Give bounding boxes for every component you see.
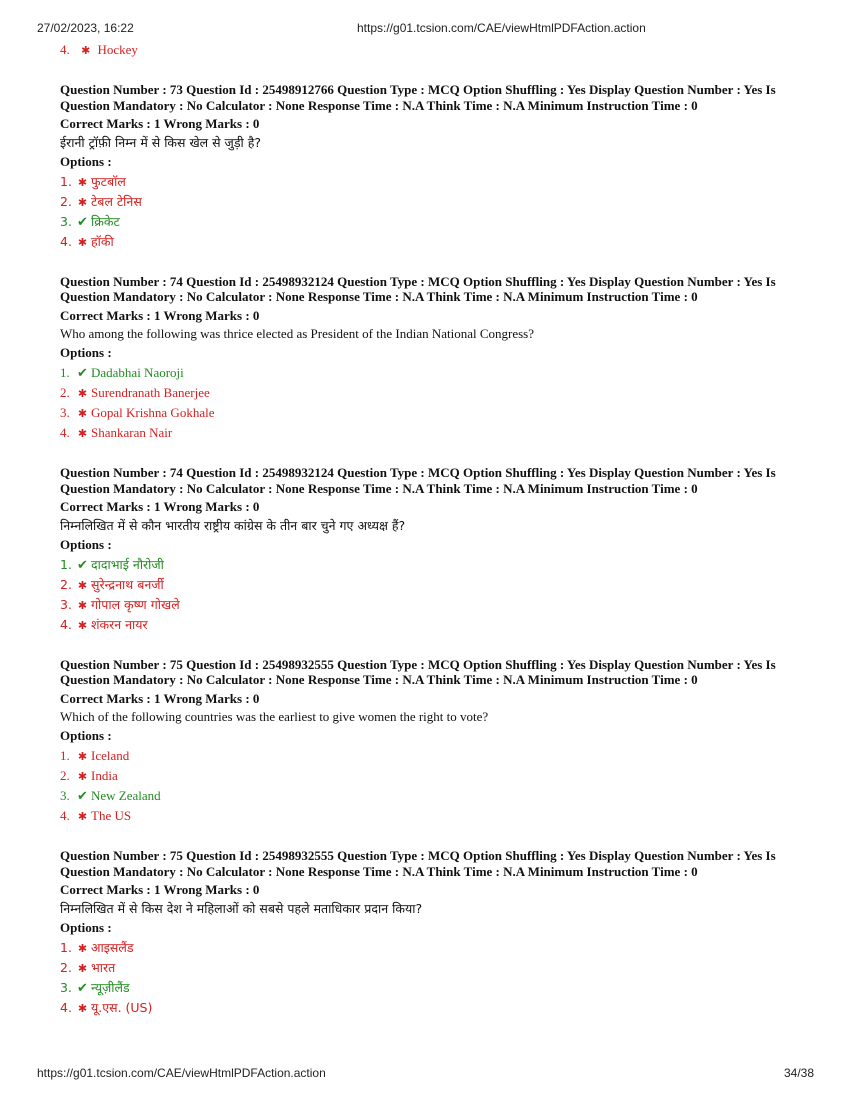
option-item xyxy=(60,383,800,403)
question-meta-line: Question Mandatory : No Calculator : None Response Time : N.A Think Time : N.A Minimum Instruction Time : 0 xyxy=(60,97,698,113)
question-meta-line: Question Number : 73 Question Id : 25498912766 Question Type : MCQ Option Shuffling : Yes Display Question Number : Yes Is xyxy=(60,82,776,97)
question-meta xyxy=(60,848,800,879)
cross-icon: ✱ xyxy=(77,388,88,400)
question-meta-line: Question Number : 74 Question Id : 25498932124 Question Type : MCQ Option Shuffling : Yes Display Question Number : Yes Is xyxy=(60,273,776,289)
option-item xyxy=(60,998,800,1018)
option-number: 3. xyxy=(60,979,72,995)
question-marks: Correct Marks : 1 Wrong Marks : 0 xyxy=(60,116,260,131)
cross-icon: ✱ xyxy=(77,175,88,189)
question-block xyxy=(60,82,800,252)
options-list xyxy=(60,938,800,1018)
options-label: Options : xyxy=(60,345,112,360)
check-icon: ✔ xyxy=(77,365,88,380)
option-text: आइसलैंड xyxy=(91,939,134,955)
cross-icon: ✱ xyxy=(77,598,88,612)
option-item xyxy=(60,938,800,958)
option-number: 3. xyxy=(60,213,72,229)
options-list xyxy=(60,363,800,443)
options-label: Options : xyxy=(60,153,112,169)
question-paper-content xyxy=(60,40,800,1018)
option-number: 1. xyxy=(60,365,70,380)
option-item xyxy=(60,192,800,212)
option-number: 4. xyxy=(60,425,70,440)
question-block xyxy=(60,274,800,444)
option-text: टेबल टेनिस xyxy=(91,193,142,209)
option-number: 4. xyxy=(60,233,72,249)
question-text: ईरानी ट्रॉफ़ी निम्न में से किस खेल से जुड़ी है? xyxy=(60,134,261,150)
option-number: 1. xyxy=(60,173,72,189)
option-item-correct xyxy=(60,786,800,806)
option-text: Shankaran Nair xyxy=(91,425,173,440)
options-label: Options : xyxy=(60,728,112,743)
check-icon: ✔ xyxy=(77,980,88,996)
option-text: शंकरन नायर xyxy=(91,616,148,632)
question-marks: Correct Marks : 1 Wrong Marks : 0 xyxy=(60,690,260,706)
option-number: 1. xyxy=(60,939,72,955)
question-meta-line: Question Number : 75 Question Id : 25498932555 Question Type : MCQ Option Shuffling : Yes Display Question Number : Yes Is xyxy=(60,848,776,863)
option-number: 4. xyxy=(60,42,70,57)
question-block xyxy=(60,848,800,1018)
cross-icon: ✱ xyxy=(77,941,88,955)
question-text: निम्नलिखित में से किस देश ने महिलाओं को सबसे पहले मताधिकार प्रदान किया? xyxy=(60,900,423,916)
question-meta-line: Question Mandatory : No Calculator : None Response Time : N.A Think Time : N.A Minimum Instruction Time : 0 xyxy=(60,480,698,496)
question-meta-line: Question Mandatory : No Calculator : None Response Time : N.A Think Time : N.A Minimum Instruction Time : 0 xyxy=(60,289,698,304)
option-number: 3. xyxy=(60,788,70,803)
cross-icon: ✱ xyxy=(77,751,88,763)
option-number: 1. xyxy=(60,556,72,572)
option-text: फुटबॉल xyxy=(91,173,126,189)
option-text: Gopal Krishna Gokhale xyxy=(91,405,215,420)
options-list xyxy=(60,746,800,826)
page-number: 34/38 xyxy=(784,1066,815,1080)
option-item xyxy=(60,615,800,635)
option-text: Iceland xyxy=(91,748,130,763)
question-meta xyxy=(60,465,800,496)
question-meta-line: Question Number : 74 Question Id : 25498932124 Question Type : MCQ Option Shuffling : Yes Display Question Number : Yes Is xyxy=(60,465,776,480)
option-item xyxy=(60,575,800,595)
option-number: 3. xyxy=(60,405,70,420)
cross-icon: ✱ xyxy=(77,235,88,249)
option-number: 2. xyxy=(60,193,72,209)
option-text: Surendranath Banerjee xyxy=(91,385,210,400)
check-icon: ✔ xyxy=(77,557,88,573)
cross-icon: ✱ xyxy=(77,961,88,975)
option-text: The US xyxy=(91,808,132,823)
option-item xyxy=(60,595,800,615)
question-text: Who among the following was thrice elected as President of the Indian National Congress? xyxy=(60,326,535,341)
option-text: New Zealand xyxy=(91,788,161,803)
cross-icon: ✱ xyxy=(77,195,88,209)
option-text: दादाभाई नौरोजी xyxy=(91,556,164,572)
option-item xyxy=(60,232,800,252)
option-text: क्रिकेट xyxy=(91,213,120,229)
option-text: भारत xyxy=(91,959,116,975)
option-number: 2. xyxy=(60,959,72,975)
cross-icon: ✱ xyxy=(77,811,88,823)
question-marks: Correct Marks : 1 Wrong Marks : 0 xyxy=(60,882,260,897)
option-number: 4. xyxy=(60,808,70,823)
option-item-correct xyxy=(60,363,800,383)
print-footer-url: https://g01.tcsion.com/CAE/viewHtmlPDFAction.action xyxy=(37,1066,326,1080)
options-list xyxy=(60,555,800,635)
print-datetime: 27/02/2023, 16:22 xyxy=(37,21,134,35)
option-text: India xyxy=(91,768,118,783)
question-meta-line: Question Mandatory : No Calculator : None Response Time : N.A Think Time : N.A Minimum Instruction Time : 0 xyxy=(60,672,698,687)
options-label: Options : xyxy=(60,919,112,935)
option-number: 3. xyxy=(60,596,72,612)
option-number: 4. xyxy=(60,999,72,1015)
question-meta xyxy=(60,657,800,688)
option-number: 2. xyxy=(60,768,70,783)
option-text: गोपाल कृष्ण गोखले xyxy=(91,596,180,612)
question-marks: Correct Marks : 1 Wrong Marks : 0 xyxy=(60,499,260,514)
carryover-option xyxy=(60,40,800,60)
question-text: Which of the following countries was the earliest to give women the right to vote? xyxy=(60,709,489,724)
option-item xyxy=(60,172,800,192)
options-list xyxy=(60,172,800,252)
question-meta xyxy=(60,274,800,305)
question-meta xyxy=(60,82,800,113)
question-block xyxy=(60,465,800,635)
option-item xyxy=(60,958,800,978)
cross-icon: ✱ xyxy=(77,771,88,783)
question-meta-line: Question Mandatory : No Calculator : None Response Time : N.A Think Time : N.A Minimum Instruction Time : 0 xyxy=(60,863,698,879)
option-number: 1. xyxy=(60,748,70,763)
option-item xyxy=(60,766,800,786)
option-number: 2. xyxy=(60,385,70,400)
option-item xyxy=(60,423,800,443)
cross-icon: ✱ xyxy=(77,428,88,440)
option-item-correct xyxy=(60,555,800,575)
option-item xyxy=(60,806,800,826)
check-icon: ✔ xyxy=(77,214,88,230)
option-item-correct xyxy=(60,212,800,232)
question-marks: Correct Marks : 1 Wrong Marks : 0 xyxy=(60,307,260,323)
option-text: सुरेन्द्रनाथ बनर्जी xyxy=(91,576,164,592)
option-item xyxy=(60,746,800,766)
cross-icon: ✱ xyxy=(77,408,88,420)
option-text: न्यूज़ीलैंड xyxy=(91,979,130,995)
question-text: निम्नलिखित में से कौन भारतीय राष्ट्रीय कांग्रेस के तीन बार चुने गए अध्यक्ष हैं? xyxy=(60,517,406,533)
options-label: Options : xyxy=(60,536,112,552)
cross-icon: ✱ xyxy=(77,578,88,592)
option-text: यू.एस. (US) xyxy=(91,999,153,1015)
question-meta-line: Question Number : 75 Question Id : 25498932555 Question Type : MCQ Option Shuffling : Yes Display Question Number : Yes Is xyxy=(60,656,776,672)
option-number: 4. xyxy=(60,616,72,632)
option-text: Hockey xyxy=(97,42,138,57)
print-header-url: https://g01.tcsion.com/CAE/viewHtmlPDFAction.action xyxy=(357,21,646,35)
cross-icon: ✱ xyxy=(77,618,88,632)
check-icon: ✔ xyxy=(77,788,88,803)
option-item-correct xyxy=(60,978,800,998)
cross-icon: ✱ xyxy=(81,45,91,57)
option-text: हॉकी xyxy=(91,233,114,249)
option-item xyxy=(60,403,800,423)
option-number: 2. xyxy=(60,576,72,592)
question-block xyxy=(60,657,800,827)
cross-icon: ✱ xyxy=(77,1001,88,1015)
option-text: Dadabhai Naoroji xyxy=(91,365,184,380)
